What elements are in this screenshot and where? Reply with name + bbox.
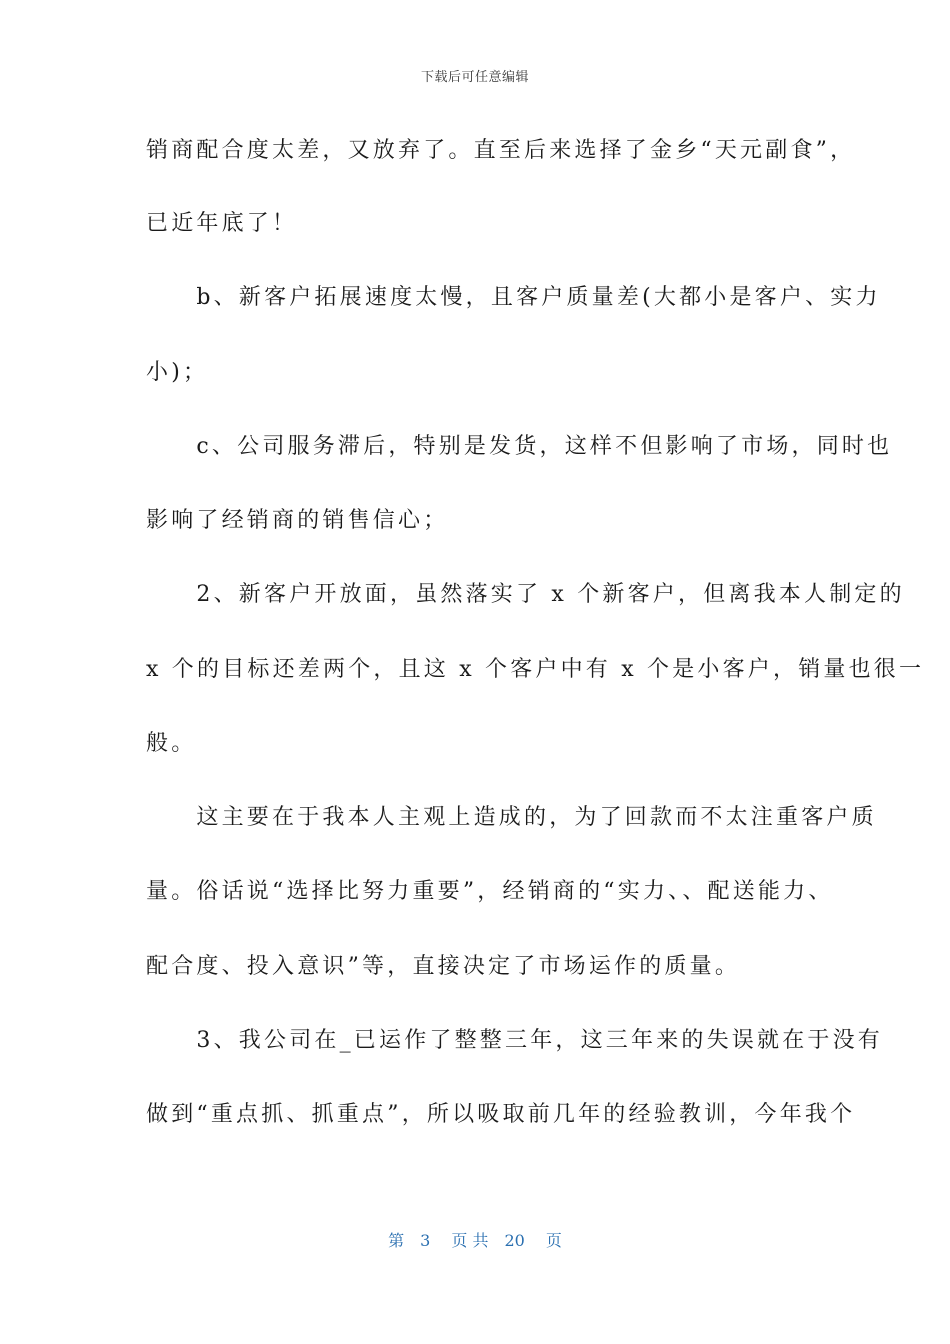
text-line: 这主要在于我本人主观上造成的，为了回款而不太注重客户质 <box>146 805 877 830</box>
text-line: 做到“重点抓、抓重点”，所以吸取前几年的经验教训，今年我个 <box>146 1102 856 1127</box>
text-line: 小)； <box>146 360 209 385</box>
text-line: 配合度、投入意识”等，直接决定了市场运作的质量。 <box>146 954 741 979</box>
text-line: 量。俗话说“选择比努力重要”，经销商的“实力、、配送能力、 <box>146 879 834 904</box>
text-line: 般。 <box>146 731 197 756</box>
text-line: c、公司服务滞后，特别是发货，这样不但影响了市场，同时也 <box>146 434 893 459</box>
text-line: 已近年底了！ <box>146 211 298 236</box>
text-line: 影响了经销商的销售信心； <box>146 508 449 533</box>
text-line: 销商配合度太差，又放弃了。直至后来选择了金乡“天元副食”， <box>146 138 856 163</box>
text-line: 3、我公司在_已运作了整整三年，这三年来的失误就在于没有 <box>146 1028 883 1053</box>
page-number-footer: 第 3 页 共 20 页 <box>388 1231 562 1250</box>
text-line: x 个的目标还差两个，且这 x 个客户中有 x 个是小客户，销量也很一 <box>146 657 925 682</box>
page-header-note: 下载后可任意编辑 <box>420 70 529 85</box>
text-line: 2、新客户开放面，虽然落实了 x 个新客户，但离我本人制定的 <box>146 582 905 607</box>
text-line: b、新客户拓展速度太慢，且客户质量差(大都小是客户、实力 <box>146 285 881 310</box>
